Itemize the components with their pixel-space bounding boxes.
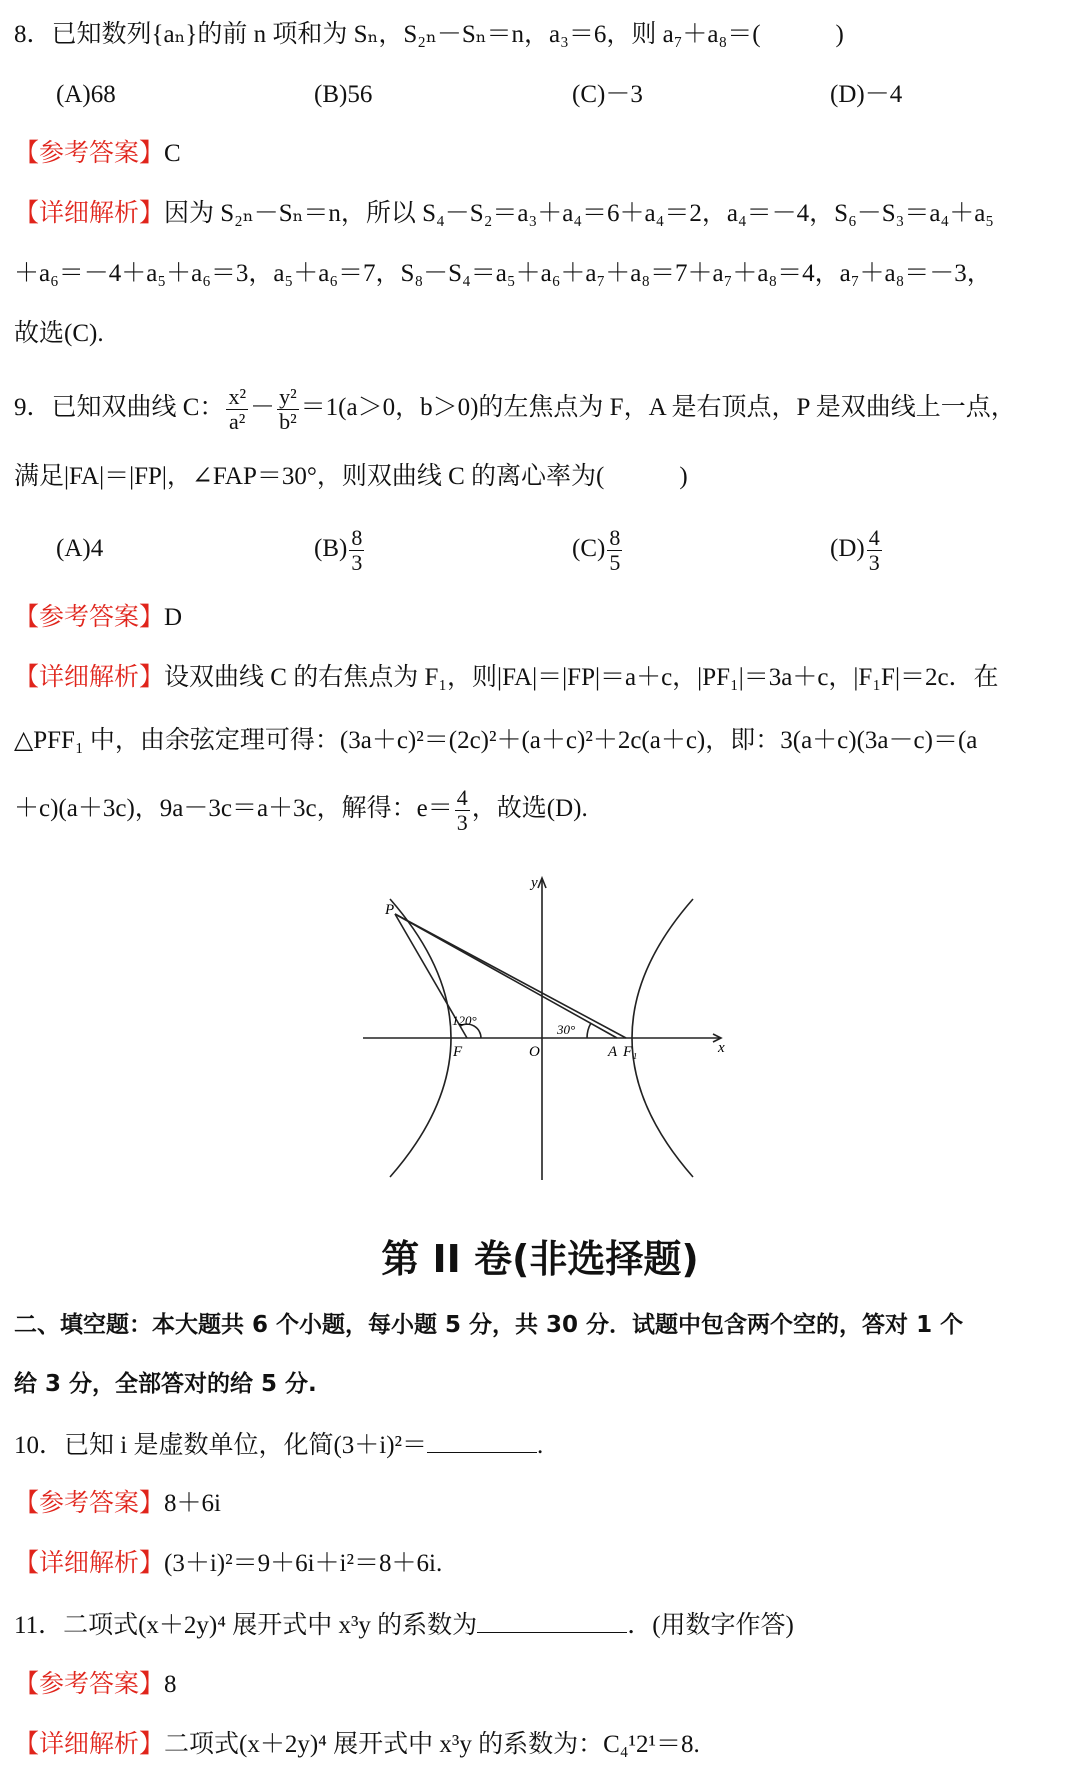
analysis-text: (3＋i)²＝9＋6i＋i²＝8＋6i. [164,1550,443,1577]
analysis-text: 因为 S₂ₙ－Sₙ＝n，所以 S₄－S₂＝a₃＋a₄＝6＋a₄＝2，a₄＝－4，S₆－S₃＝a₄＋a₅ [164,200,995,227]
fraction-denominator: b² [279,408,297,434]
q8-option-a: (A)68 [56,81,116,108]
q9-stem-start: 9．已知双曲线 C： [14,394,225,421]
answer-blank [477,1608,627,1633]
q10-stem-end: . [537,1432,544,1459]
point-f1-label: F₁ [623,1044,638,1060]
q8-analysis-line-3: 故选(C). [14,320,104,347]
answer-label: 【参考答案】 [14,140,165,167]
q8-analysis-line-2: ＋a₆＝－4＋a₅＋a₆＝3，a₅＋a₆＝7，S₈－S₄＝a₅＋a₆＋a₇＋a₈＝7＋a₇＋a₈＝4，a₇＋a₈＝－3， [14,260,992,287]
answer-value: C [164,140,181,167]
fraction-denominator: 3 [868,549,880,575]
section-instructions-line-2: 给 3 分，全部答对的给 5 分. [14,1371,317,1397]
answer-value: 8 [164,1671,177,1698]
q10-analysis [14,1547,1066,1581]
answer-blank [427,1428,537,1453]
eccentricity-fraction [455,786,470,835]
q10-stem-text: 10．已知 i 是虚数单位，化简(3＋i)²＝ [14,1432,428,1459]
fraction-numerator: 4 [456,784,468,810]
analysis-label: 【详细解析】 [14,1550,165,1577]
q9-option-b [314,524,366,575]
answer-label: 【参考答案】 [14,1671,165,1698]
analysis-label: 【详细解析】 [14,1731,165,1758]
option-fraction [867,526,882,575]
q9-answer [14,601,1066,635]
point-p-label: P [385,902,395,918]
q10-stem [14,1428,1066,1463]
analysis-label: 【详细解析】 [14,200,165,227]
angle-30-arc [587,1023,591,1038]
q8-option-b: (B)56 [314,81,373,108]
q9-analysis-line-1 [14,661,1066,695]
q8-analysis-line-1 [14,197,1066,231]
section-title: 第 II 卷(非选择题) [381,1237,699,1281]
q8-answer [14,137,1066,171]
q11-stem-end: ．(用数字作答) [627,1612,794,1639]
q9-option-a: (A)4 [56,535,104,562]
fraction-x2-a2 [226,385,248,434]
fraction-numerator: x² [228,383,247,409]
analysis-text: 设双曲线 C 的右焦点为 F₁，则|FA|＝|FP|＝a＋c，|PF₁|＝3a＋c，|F₁F|＝2c．在 [164,664,999,691]
fraction-numerator: 4 [868,524,880,550]
fraction-numerator: 8 [351,524,363,550]
q8-stem: 8．已知数列{aₙ}的前 n 项和为 Sₙ，S₂ₙ－Sₙ＝n，a₃＝6，则 a₇＋a₈＝( ) [14,21,844,48]
analysis-label: 【详细解析】 [14,664,165,691]
q9-analysis-line-3 [14,784,1066,835]
q11-stem [14,1608,1066,1643]
y-axis-label: y [531,875,538,891]
answer-value: 8＋6i [164,1490,221,1517]
analysis-text-end: ，故选(D). [471,795,588,822]
q9-option-d [830,524,884,575]
q11-analysis [14,1728,1066,1762]
option-letter: (D) [830,535,865,562]
minus-sign: － [250,394,276,421]
fraction-denominator: 3 [456,809,468,835]
q9-option-c [572,524,624,575]
analysis-text: ＋c)(a＋3c)，9a－3c＝a＋3c，解得：e＝ [14,795,453,822]
q10-answer [14,1487,1066,1521]
x-axis-label: x [718,1040,725,1056]
q9-options [56,524,1056,574]
q9-analysis-line-2: △PFF₁ 中，由余弦定理可得：(3a＋c)²＝(2c)²＋(a＋c)²＋2c(a＋c)，即：3(a＋c)(3a－c)＝(a [14,727,978,754]
q11-answer [14,1668,1066,1702]
angle-120-label: 120° [452,1013,477,1028]
option-fraction [349,526,364,575]
option-letter: (B) [314,535,348,562]
hyperbola-figure [355,870,740,1190]
point-f-label: F [453,1044,463,1060]
origin-label: O [529,1044,540,1060]
fraction-y2-b2 [277,385,299,434]
q9-stem-line-1 [14,383,1066,434]
section-instructions-line-1: 二、填空题：本大题共 6 个小题，每小题 5 分，共 30 分．试题中包含两个空的，答对 1 个 [14,1312,964,1338]
q8-options [56,78,1056,112]
segment-pf1 [395,914,626,1038]
q8-option-d: (D)－4 [830,81,903,108]
q11-stem-text: 11．二项式(x＋2y)⁴ 展开式中 x³y 的系数为 [14,1612,478,1639]
point-a-label: A [608,1044,618,1060]
answer-label: 【参考答案】 [14,1490,165,1517]
angle-30-label: 30° [557,1022,576,1037]
fraction-numerator: 8 [609,524,621,550]
analysis-text: 二项式(x＋2y)⁴ 展开式中 x³y 的系数为：C₄¹2¹＝8. [164,1731,700,1758]
q9-stem-rest: ＝1(a＞0，b＞0)的左焦点为 F，A 是右顶点，P 是双曲线上一点， [300,394,1016,421]
option-fraction [607,526,622,575]
q9-stem-line-2: 满足|FA|＝|FP|，∠FAP＝30°，则双曲线 C 的离心率为( ) [14,463,688,490]
fraction-denominator: 3 [351,549,363,575]
fraction-denominator: a² [229,408,246,434]
answer-value: D [164,604,183,631]
answer-label: 【参考答案】 [14,604,165,631]
option-letter: (C) [572,535,606,562]
fraction-numerator: y² [279,383,297,409]
q8-option-c: (C)－3 [572,81,643,108]
fraction-denominator: 5 [609,549,621,575]
